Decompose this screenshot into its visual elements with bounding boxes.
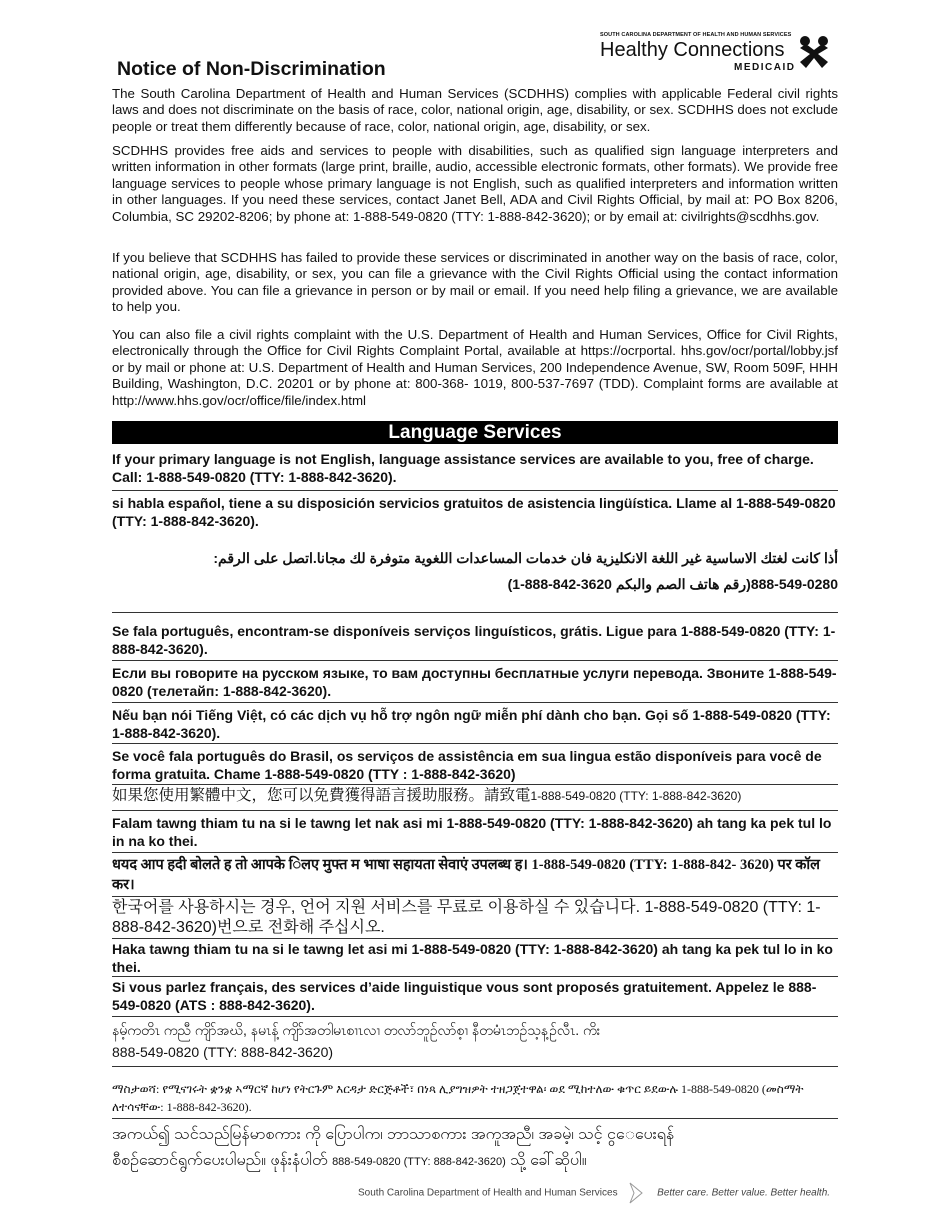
karen-text: နမ့်ကတိၤ ကညီ ကျိာ်အဃိ, နမၤန့် ကျိာ်အတါမၤစၢၤလၢ တလာ်ဘူဉ်လာ်စ့ၢ နီတမံၤဘဉ်သ့န့ဉ်လီၤ. ကိး (112, 1022, 601, 1038)
divider (112, 1066, 838, 1067)
footer-agency: South Carolina Department of Health and Human Services (358, 1187, 618, 1199)
logo-sub: MEDICAID (734, 62, 796, 73)
burmese-phone: 888-549-0820 (TTY: 888-842-3620) (332, 1156, 506, 1168)
lang-english: If your primary language is not English, language assistance services are available to you, free of charge. Call: 1-888-549-0820 (TTY: 1-888-842-3620). (112, 451, 814, 485)
lang-chinese (112, 786, 838, 806)
divider (112, 1016, 838, 1017)
lang-arabic-line1: أذا كانت لغتك الاساسية غير اللغة الانكليزية فان خدمات المساعدات اللغوية متوفرة لك مجانا.اتصل على الرقم: (213, 550, 838, 566)
page-title: Notice of Non-Discrimination (117, 58, 386, 80)
divider (112, 1118, 838, 1119)
logo-agency: SOUTH CAROLINA DEPARTMENT OF HEALTH AND HUMAN SERVICES (600, 32, 792, 38)
paragraph-grievance: If you believe that SCDHHS has failed to provide these services or discriminated in another way on the basis of race, color, national origin, age, disability, or sex, you can file a grievance with the Civil Rights Official using the contact information provided above. You can file a grievance in person or by mail or email. If you need help filing a grievance, we are available to help you. (112, 250, 838, 315)
divider (112, 896, 838, 897)
lang-arabic-line2: 888-549-0280(رقم هاتف الصم والبكم 3620-842-888-1) (507, 576, 838, 592)
divider (112, 490, 838, 491)
lang-portuguese-brazil: Se você fala português do Brasil, os serviços de assistência em sua lingua estão disponíveis para você de forma gratuita. Chame 1-888-549-0820 (TTY : 1-888-842-3620) (112, 748, 822, 782)
divider (112, 660, 838, 661)
lang-french: Si vous parlez français, des services d’aide linguistique vous sont proposés gratuitement. Appelez le 888-549-0820 (ATS : 888-842-3620). (112, 979, 817, 1013)
paragraph-compliance: The South Carolina Department of Health and Human Services (SCDHHS) complies with applicable Federal civil rights laws and does not discriminate on the basis of race, color, national origin, age, disability, or sex. SCDHHS does not exclude people or treat them differently because of race, color, national origin, age, disability, or sex. (112, 86, 838, 134)
chinese-text: 如果您使用繁體中文，您可以免費獲得語言援助服務。請致電 (112, 787, 531, 804)
lang-burmese (112, 1122, 838, 1175)
lang-hindi: धयद आप हदी बोलते ह तो आपके िलए मुफ्त म भाषा सहायता सेवाएं उपलब्ध ह। 1-888-549-0820 (TTY: 1-888-842- 3620) पर कॉल कर। (112, 857, 820, 893)
healthy-connections-logo (598, 30, 838, 76)
lang-vietnamese: Nếu bạn nói Tiếng Việt, có các dịch vụ hỗ trợ ngôn ngữ miễn phí dành cho bạn. Gọi số 1-888-549-0820 (TTY: 1-888-842-3620). (112, 707, 831, 741)
chevron-right-icon (626, 1182, 648, 1204)
divider (112, 612, 838, 613)
lang-portuguese: Se fala português, encontram-se disponíveis serviços linguísticos, grátis. Ligue para 1-888-549-0820 (TTY: 1-888-842-3620). (112, 623, 836, 657)
paragraph-complaint: You can also file a civil rights complaint with the U.S. Department of Health and Human Services, Office for Civil Rights, electronically through the Office for Civil Rights Complaint Portal, available at https://ocrportal. hhs.gov/ocr/portal/lobby.jsf or by mail or phone at: U.S. Department of Health and Human Services, 200 Independence Avenue, SW, Room 509F, HHH Building, Washington, D.C. 20201 or by phone at: 800-368- 1019, 800-537-7697 (TDD). Complaint forms are available at http://www.hhs.gov/ocr/office/file/index.html (112, 327, 838, 408)
lang-haka: Haka tawng thiam tu na si le tawng let asi mi 1-888-549-0820 (TTY: 1-888-842-3620) ah tang ka pek tul lo in ko thei. (112, 941, 833, 975)
divider (112, 784, 838, 785)
footer-tagline: Better care. Better value. Better health. (657, 1187, 831, 1199)
divider (112, 743, 838, 744)
divider (112, 976, 838, 977)
lang-russian: Если вы говорите на русском языке, то вам доступны бесплатные услуги перевода. Звоните 1-888-549-0820 (телетайп: 1-888-842-3620). (112, 665, 837, 699)
lang-spanish: si habla español, tiene a su disposición servicios gratuitos de asistencia lingüística. Llame al 1-888-549-0820 (TTY: 1-888-842-3620). (112, 495, 836, 529)
lang-amharic: ማስታወሻ: የሚናገሩት ቋንቋ ኣማርኛ ከሆነ የትርጉም እርዳታ ድርጅቶች፣ በነጻ ሊያግዝዎት ተዘጋጀተዋል፡ ወደ ሚከተለው ቁጥር ይደውሉ 1-888-549-0820 (መስማት ለተሳናቸው: 1-888-842-3620). (112, 1082, 804, 1114)
divider (112, 852, 838, 853)
divider (112, 810, 838, 811)
lang-falam: Falam tawng thiam tu na si le tawng let nak asi mi 1-888-549-0820 (TTY: 1-888-842-3620) ah tang ka pek tul lo in na ko thei. (112, 815, 832, 849)
divider (112, 702, 838, 703)
divider (112, 938, 838, 939)
lang-korean: 한국어를 사용하시는 경우, 언어 지원 서비스를 무료로 이용하실 수 있습니다. 1-888-549-0820 (TTY: 1-888-842-3620)번으로 전화해 주십시오. (112, 899, 821, 936)
burmese-text: စီစဥ်ဆောင်ရွက်ပေးပါမည်။ ဖုန်းနံပါတ် (112, 1152, 328, 1169)
chinese-phone: 1-888-549-0820 (TTY: 1-888-842-3620) (530, 789, 742, 803)
language-services-heading: Language Services (112, 421, 838, 444)
paragraph-free-aids: SCDHHS provides free aids and services to people with disabilities, such as qualified sign language interpreters and written information in other formats (large print, braille, audio, accessible electronic formats, other formats). We provide free language services to people whose primary language is not English, such as qualified interpreters and information written in other languages. If you need these services, contact Janet Bell, ADA and Civil Rights Official, by mail at: PO Box 8206, Columbia, SC 29202-8206; by phone at: 1-888-549-0820 (TTY: 1-888-842-3620); or by email at: civilrights@scdhhs.gov. (112, 143, 838, 224)
burmese-line1: အကယ်၍ သင်သည်မြန်မာစကား ကို ပြောပါက၊ ဘာသာစကား အကူအညီ၊ အခမဲ့၊ သင့် ‌ငွ‌ေ‌ပေးရန် (112, 1126, 675, 1143)
logo-name: Healthy Connections (600, 39, 785, 61)
burmese-text-end: သို့ ခေါ်ဆိုပါ။ (510, 1152, 587, 1169)
karen-phone: 888-549-0820 (TTY: 888-842-3620) (112, 1044, 334, 1060)
footer (358, 1182, 830, 1204)
lang-karen (112, 1019, 838, 1063)
burmese-line2 (112, 1148, 838, 1175)
medicaid-x-icon (796, 34, 832, 72)
